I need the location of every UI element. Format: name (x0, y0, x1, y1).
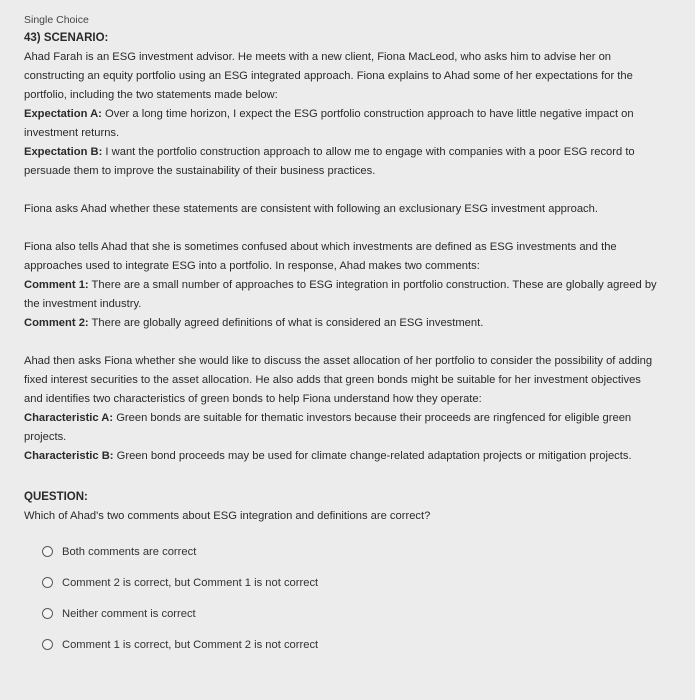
question-block (24, 488, 687, 526)
radio-button-icon[interactable] (42, 639, 53, 650)
question-label: QUESTION: (24, 491, 88, 503)
comment-2-text: There are globally agreed definitions of what is considered an ESG investment. (88, 317, 484, 329)
answer-option[interactable] (42, 536, 687, 567)
radio-button-icon[interactable] (42, 546, 53, 557)
characteristic-a-cont: projects. (24, 431, 67, 443)
comment-1-label: Comment 1: (24, 279, 89, 291)
characteristic-a-text: Green bonds are suitable for thematic investors because their proceeds are ringfenced for eligible green (113, 412, 632, 424)
radio-button-icon[interactable] (42, 577, 53, 588)
characteristic-a (24, 409, 687, 428)
characteristic-b-text: Green bond proceeds may be used for climate change-related adaptation projects or mitigation projects. (113, 450, 632, 462)
scenario-title: 43) SCENARIO: (24, 32, 109, 44)
answer-option-label: Comment 1 is correct, but Comment 2 is not correct (62, 638, 319, 651)
scenario-block (24, 29, 687, 466)
expectation-a-cont: investment returns. (24, 127, 120, 139)
expectation-a (24, 105, 687, 124)
expectation-b-text: I want the portfolio construction approach to allow me to engage with companies with a poor ESG record to (102, 146, 635, 158)
answer-option-label: Neither comment is correct (62, 607, 196, 620)
fiona-asks-paragraph: Fiona asks Ahad whether these statements are consistent with following an exclusionary ESG investment approach. (24, 203, 598, 215)
fiona-tells-line: approaches used to integrate ESG into a portfolio. In response, Ahad makes two comments: (24, 260, 480, 272)
answer-option[interactable] (42, 598, 687, 629)
comment-2-label: Comment 2: (24, 317, 89, 329)
comment-1-cont: the investment industry. (24, 298, 142, 310)
ahad-asks-line: Ahad then asks Fiona whether she would like to discuss the asset allocation of her portfolio to consider the possibility of adding (24, 355, 653, 367)
answer-option[interactable] (42, 629, 687, 660)
expectation-b-label: Expectation B: (24, 146, 103, 158)
answer-option-label: Both comments are correct (62, 545, 197, 558)
comment-2 (24, 314, 687, 333)
ahad-asks-line: and identifies two characteristics of green bonds to help Fiona understand how they operate: (24, 393, 482, 405)
fiona-tells-line: Fiona also tells Ahad that she is sometimes confused about which investments are defined as ESG investments and the (24, 241, 617, 253)
expectation-a-label: Expectation A: (24, 108, 102, 120)
question-type-label: Single Choice (24, 14, 89, 26)
expectation-a-text: Over a long time horizon, I expect the ESG portfolio construction approach to have little negative impact on (101, 108, 634, 120)
expectation-b (24, 143, 687, 162)
radio-button-icon[interactable] (42, 608, 53, 619)
scenario-intro-line: Ahad Farah is an ESG investment advisor. He meets with a new client, Fiona MacLeod, who asks him to advise her on (24, 51, 612, 63)
characteristic-b-label: Characteristic B: (24, 450, 114, 462)
comment-1 (24, 276, 687, 295)
comment-1-text: There are a small number of approaches to ESG integration in portfolio construction. These are globally agreed by (88, 279, 657, 291)
ahad-asks-line: fixed interest securities to the asset allocation. He also adds that green bonds might be suitable for her investment objectives (24, 374, 641, 386)
characteristic-a-label: Characteristic A: (24, 412, 114, 424)
answer-options (42, 536, 687, 660)
question-text: Which of Ahad's two comments about ESG integration and definitions are correct? (24, 510, 431, 522)
scenario-intro-line: constructing an equity portfolio using an ESG integrated approach. Fiona explains to Ahad some of her expectations for the (24, 70, 633, 82)
answer-option[interactable] (42, 567, 687, 598)
expectation-b-cont: persuade them to improve the sustainability of their business practices. (24, 165, 376, 177)
characteristic-b (24, 447, 687, 466)
scenario-intro-line: portfolio, including the two statements made below: (24, 89, 278, 101)
answer-option-label: Comment 2 is correct, but Comment 1 is not correct (62, 576, 319, 589)
